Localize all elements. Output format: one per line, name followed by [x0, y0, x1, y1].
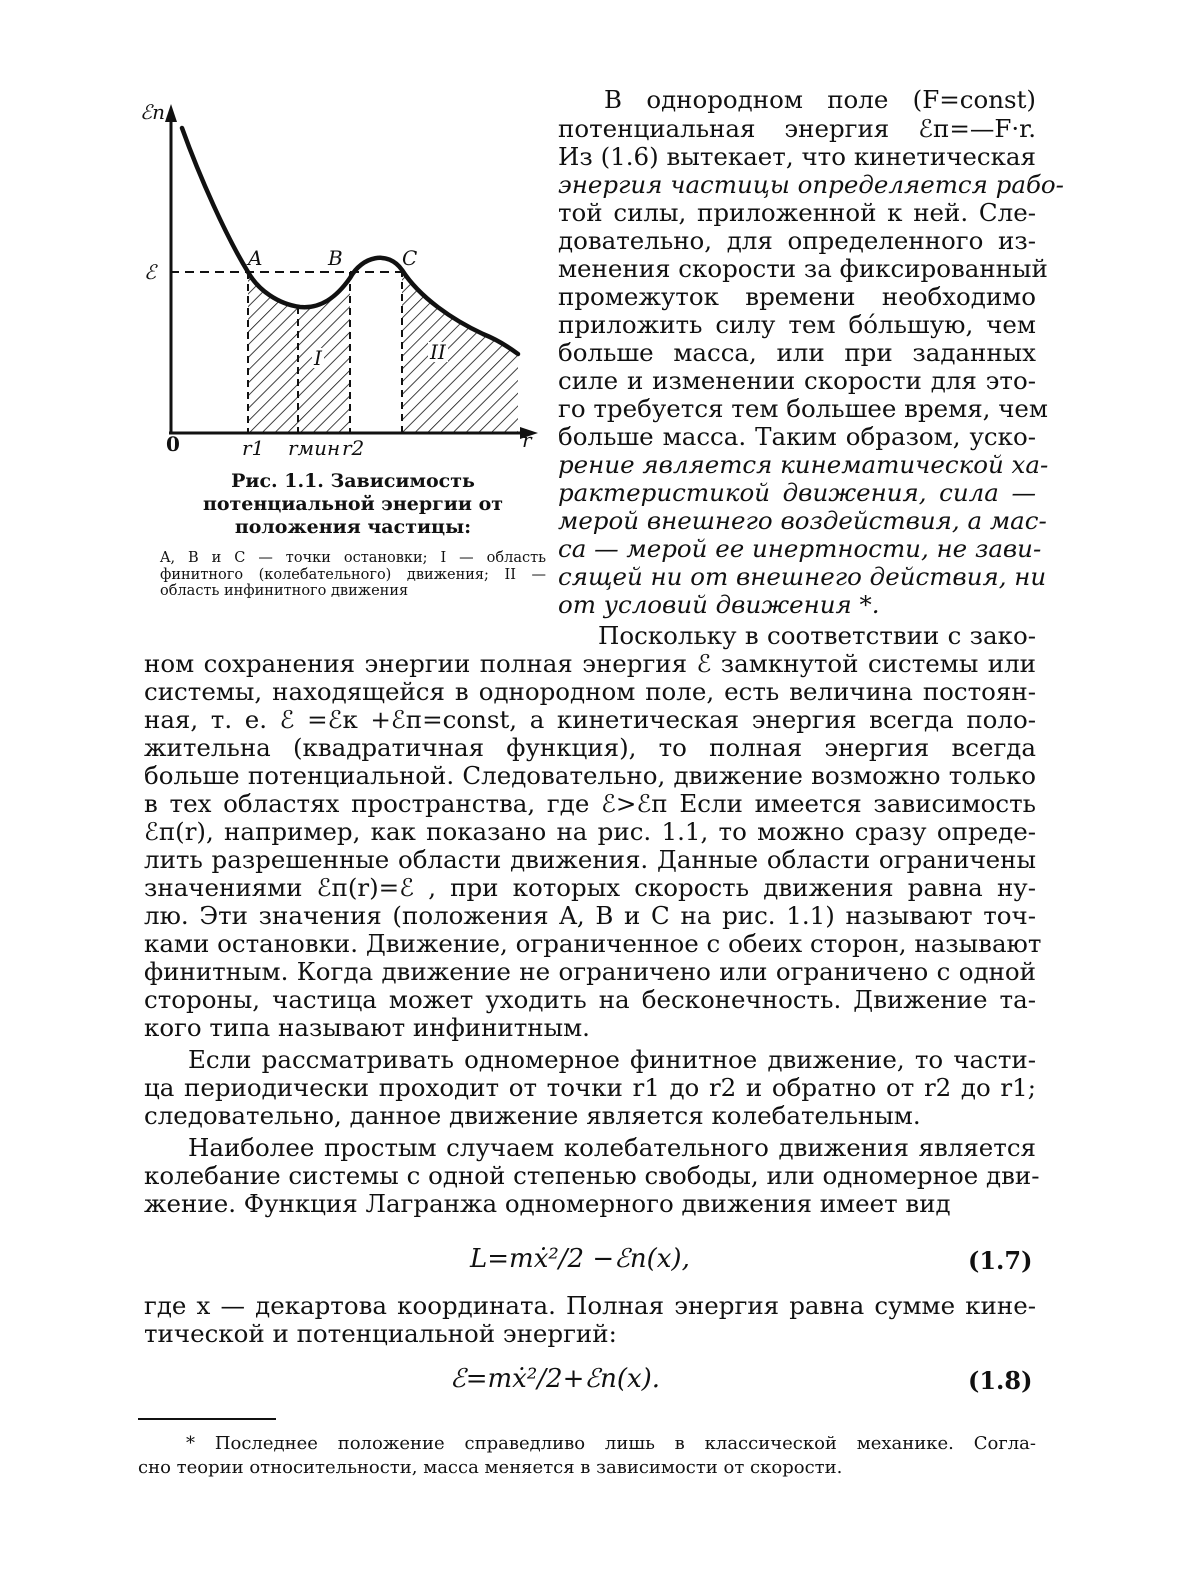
tick-rmin-label: rмин	[288, 436, 341, 460]
text-line: В однородном поле (F=const)	[604, 85, 1036, 114]
point-C-label: C	[402, 246, 418, 270]
text-line: жительна (квадратичная функция), то полная энергия всегда	[144, 733, 1036, 762]
text-line: стороны, частица может уходить на бесконечность. Движение та-	[144, 985, 1036, 1014]
text-line: рактеристикой движения, сила —	[558, 478, 1036, 507]
text-line: жение. Функция Лагранжа одномерного движения имеет вид	[144, 1189, 951, 1218]
point-B-label: B	[328, 246, 343, 270]
potential-energy-plot	[138, 98, 558, 468]
text-line: го требуется тем большее время, чем	[558, 394, 1048, 423]
equation-number-1-7: (1.7)	[968, 1246, 1033, 1275]
text-line: значениями ℰп(r)=ℰ , при которых скорость движения равна ну-	[144, 873, 1036, 902]
text-line: Наиболее простым случаем колебательного движения является	[188, 1133, 1036, 1162]
text-line: в тех областях пространства, где ℰ>ℰп Если имеется зависимость	[144, 789, 1036, 818]
text-line: от условий движения *.	[558, 590, 880, 619]
text-line: Из (1.6) вытекает, что кинетическая	[558, 142, 1036, 171]
text-line: энергия частицы определяется рабо-	[558, 170, 1064, 199]
text-line: лить разрешенные области движения. Данные области ограничены	[144, 845, 1036, 874]
text-line: довательно, для определенного из-	[558, 226, 1036, 255]
text-line: колебание системы с одной степенью свободы, или одномерное дви-	[144, 1161, 1040, 1190]
text-line: тической и потенциальной энергий:	[144, 1319, 617, 1348]
text-line: финитным. Когда движение не ограничено или ограничено с одной	[144, 957, 1036, 986]
equation-1-7: L=mẋ²/2 −ℰп(x),	[470, 1244, 690, 1274]
text-line: ная, т. е. ℰ =ℰк +ℰп=const, а кинетическая энергия всегда поло-	[144, 705, 1036, 734]
y-axis-arrow	[165, 104, 177, 122]
text-line: приложить силу тем бóльшую, чем	[558, 310, 1036, 339]
text-line: ном сохранения энергии полная энергия ℰ замкнутой системы или	[144, 649, 1036, 678]
y-axis-label: ℰп	[140, 100, 165, 124]
tick-r1-label: r1	[242, 436, 265, 460]
text-line: ℰп(r), например, как показано на рис. 1.1, то можно сразу опреде-	[144, 817, 1036, 846]
text-line: силе и изменении скорости для это-	[558, 366, 1036, 395]
origin-label: 0	[166, 432, 180, 456]
text-line: ца периодически проходит от точки r1 до r2 и обратно от r2 до r1;	[144, 1073, 1036, 1102]
x-axis-label: r	[522, 428, 532, 452]
footnote-line: * Последнее положение справедливо лишь в классической механике. Согла-	[186, 1433, 1036, 1454]
region-II-label: II	[430, 340, 446, 364]
text-line: лю. Эти значения (положения A, B и C на рис. 1.1) называют точ-	[144, 901, 1036, 930]
equation-number-1-8: (1.8)	[968, 1366, 1033, 1395]
text-line: больше масса, или при заданных	[558, 338, 1036, 367]
text-line: са — мерой ее инертности, не зави-	[558, 534, 1042, 563]
text-line: следовательно, данное движение является колебательным.	[144, 1101, 921, 1130]
tick-r2-label: r2	[342, 436, 365, 460]
text-line: мерой внешнего воздействия, а мас-	[558, 506, 1047, 535]
text-line: где x — декартова координата. Полная энергия равна сумме кине-	[144, 1291, 1036, 1320]
energy-level-label: ℰ	[144, 260, 157, 284]
footnote-line: сно теории относительности, масса меняется в зависимости от скорости.	[138, 1457, 843, 1478]
text-line: Поскольку в соответствии с зако-	[598, 621, 1036, 650]
text-line: рение является кинематической ха-	[558, 450, 1049, 479]
equation-1-8: ℰ=mẋ²/2+ℰп(x).	[450, 1364, 661, 1394]
figure-caption: Рис. 1.1. Зависимость потенциальной энергии от положения частицы:	[202, 470, 504, 538]
text-line: промежуток времени необходимо	[558, 282, 1036, 311]
text-line: кого типа называют инфинитным.	[144, 1013, 590, 1042]
region-I-label: I	[314, 346, 322, 370]
text-line: ками остановки. Движение, ограниченное с обеих сторон, называют	[144, 929, 1042, 958]
figure-1-1	[138, 98, 558, 638]
text-line: той силы, приложенной к ней. Сле-	[558, 198, 1036, 227]
text-line: потенциальная энергия ℰп=—F·r.	[558, 114, 1036, 143]
figure-caption-note: A, B и C — точки остановки; I — область финитного (колебательного) движения; II — область инфинитного движения	[160, 550, 546, 599]
text-line: системы, находящейся в однородном поле, есть величина постоян-	[144, 677, 1036, 706]
text-line: сящей ни от внешнего действия, ни	[558, 562, 1047, 591]
text-line: больше потенциальной. Следовательно, движение возможно только	[144, 761, 1036, 790]
footnote-rule	[138, 1418, 276, 1420]
text-line: менения скорости за фиксированный	[558, 254, 1048, 283]
point-A-label: A	[248, 246, 263, 270]
text-line: больше масса. Таким образом, уско-	[558, 422, 1036, 451]
text-line: Если рассматривать одномерное финитное движение, то части-	[188, 1045, 1036, 1074]
